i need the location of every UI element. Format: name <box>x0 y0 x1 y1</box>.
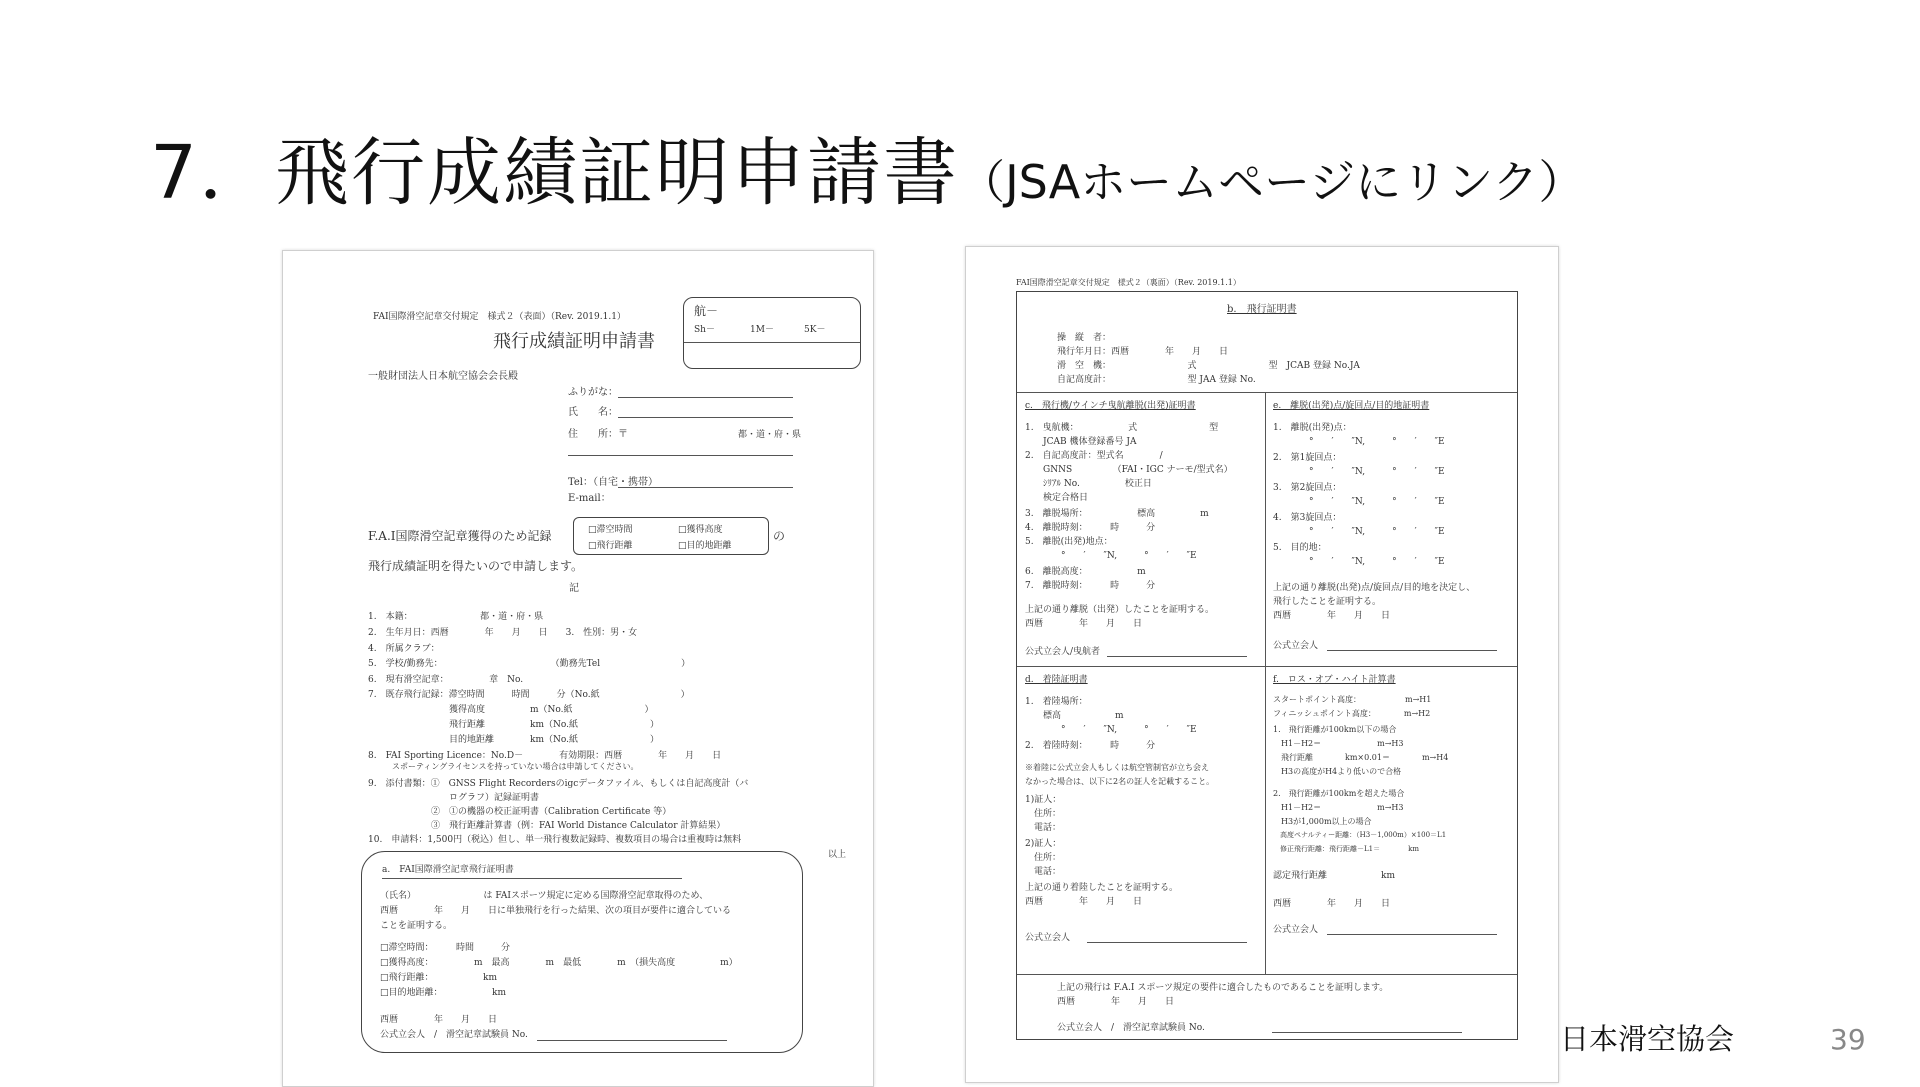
form-frame <box>1016 291 1518 1040</box>
d-line: 西暦 年 月 日 <box>1025 897 1143 907</box>
c-line: JCAB 機体登録番号 JA <box>1025 437 1137 447</box>
organization-footer: 日本滑空協会 <box>1560 1022 1735 1056</box>
c-line: ｼﾘｱﾙ No. 校正日 <box>1025 479 1152 489</box>
f-line: H1－H2＝ m→H3 <box>1273 803 1404 812</box>
e-line: 3. 第2旋回点： <box>1273 483 1342 493</box>
bottom-line: 西暦 年 月 日 <box>1057 997 1175 1007</box>
d-line: なかった場合は、以下に2名の証人を記載すること。 <box>1025 777 1215 786</box>
c-line: 3. 離脱場所： 標高 m <box>1025 509 1209 519</box>
title-sub: （JSAホームページにリンク） <box>959 155 1585 209</box>
d-line: 1. 着陸場所： <box>1025 697 1088 707</box>
name-label: 氏 名： <box>568 407 618 418</box>
c-line: GNNS （FAI・IGC ナーモ/型式名） <box>1025 465 1233 475</box>
box-line: （氏名） は FAIスポーツ規定に定める国際滑空記章取得のため、 <box>380 891 709 901</box>
c-line: 1. 曳航機： 式 型 <box>1025 423 1219 433</box>
e-line: 西暦 年 月 日 <box>1273 611 1391 621</box>
d-line: 2. 着陸時刻： 時 分 <box>1025 741 1156 751</box>
office-use-item: Sh－ <box>694 325 715 335</box>
e-line: ° ′ ″N, ° ′ ″E <box>1273 557 1445 567</box>
form-line: 4. 所属クラブ： <box>368 644 440 654</box>
e-line: 上記の通り離脱(出発)点/旋回点/目的地を決定し、 <box>1273 583 1476 593</box>
f-line: H3の高度がH4より低いので合格 <box>1273 767 1402 776</box>
form-line: 1. 本籍： 都・道・府・県 <box>368 612 544 622</box>
section-b-title: b. 飛行証明書 <box>1227 304 1297 315</box>
e-line: 1. 離脱(出発)点： <box>1273 423 1352 433</box>
form-line: ログラフ）記録証明書 <box>368 793 540 803</box>
form-title: 飛行成績証明申請書 <box>493 331 655 352</box>
box-line: □飛行距離： km <box>380 973 497 983</box>
box-line: 公式立会人 / 滑空記章試験員 No. <box>380 1030 528 1040</box>
slide-title <box>150 120 1584 220</box>
form-header: FAI国際滑空記章交付規定 様式２（裏面）（Rev. 2019.1.1） <box>1016 278 1241 287</box>
form-line: 9. 添付書類：① GNSS Flight Recordersのigcデータファイル、もしくは自記高度計（バ <box>368 779 749 789</box>
office-use-label: 航－ <box>694 304 719 318</box>
d-line: 2)証人： <box>1025 839 1062 849</box>
d-line: 住所： <box>1025 853 1062 863</box>
prefecture-label: 都・道・府・県 <box>738 430 802 440</box>
d-line: 標高 m <box>1025 711 1124 721</box>
d-line: 公式立会人 <box>1025 933 1071 943</box>
purpose-suffix: の <box>773 529 786 543</box>
form-line: ② ①の機器の校正証明書（Calibration Certificate 等） <box>368 807 672 817</box>
e-line: 4. 第3旋回点： <box>1273 513 1342 523</box>
c-line: 2. 自記高度計：型式名 / <box>1025 451 1163 461</box>
b-line: 飛行年月日：西暦 年 月 日 <box>1057 347 1229 357</box>
e-line: 5. 目的地： <box>1273 543 1327 553</box>
c-line: 4. 離脱時刻： 時 分 <box>1025 523 1156 533</box>
e-line: 飛行したことを証明する。 <box>1273 597 1382 607</box>
flight-certificate-box <box>361 851 803 1053</box>
c-line: 5. 離脱(出発)地点： <box>1025 537 1113 547</box>
office-use-item: 1M－ <box>750 325 774 335</box>
form-line: 6. 現有滑空記章： 章 No. <box>368 675 524 685</box>
section-d-title: d. 着陸証明書 <box>1025 675 1088 685</box>
ijo-label: 以上 <box>828 850 847 860</box>
address-label: 住 所：〒 <box>568 429 628 440</box>
purpose-text: F.A.I国際滑空記章獲得のため記録 <box>368 529 552 543</box>
form-line: 2. 生年月日：西暦 年 月 日 3. 性別：男・女 <box>368 628 638 638</box>
box-line: □滞空時間： 時間 分 <box>380 943 511 953</box>
d-line: 住所： <box>1025 809 1062 819</box>
e-line: ° ′ ″N, ° ′ ″E <box>1273 437 1445 447</box>
box-line: ことを証明する。 <box>380 921 453 931</box>
d-line: 上記の通り着陸したことを証明する。 <box>1025 883 1179 893</box>
application-form-back <box>965 246 1559 1083</box>
f-line: H1－H2＝ m→H3 <box>1273 739 1404 748</box>
form-line: 10. 申請料：1,500円（税込）但し、単一飛行複数記録時、複数項目の場合は重複時は無料 <box>368 835 742 845</box>
box-title: a. FAI国際滑空記章飛行証明書 <box>382 865 514 875</box>
section-c-title: c. 飛行機/ウインチ曳航離脱(出発)証明書 <box>1025 401 1196 411</box>
f-line: 高度ペナルティー距離：（H3－1,000m）×100＝L1 <box>1273 831 1447 839</box>
f-line: 認定飛行距離 km <box>1273 871 1395 881</box>
b-line: 操 縦 者： <box>1057 333 1112 343</box>
form-line: 5. 学校/勤務先： （勤務先Tel ） <box>368 659 691 669</box>
f-line: スタートポイント高度： m→H1 <box>1273 695 1432 704</box>
purpose-option: □滞空時間 <box>588 525 633 535</box>
b-line: 自記高度計： 型 JAA 登録 No. <box>1057 375 1256 385</box>
form-line: 7. 既存飛行記録：滞空時間 時間 分（No.紙 ） <box>368 690 690 700</box>
furigana-label: ふりがな： <box>568 387 618 398</box>
office-use-item: 5K－ <box>804 325 826 335</box>
c-line: ° ′ ″N, ° ′ ″E <box>1025 551 1197 561</box>
f-line: フィニッシュポイント高度： m→H2 <box>1273 709 1431 718</box>
d-line: 1)証人： <box>1025 795 1062 805</box>
form-line: スポーティングライセンスを持っていない場合は申請してください。 <box>368 762 639 771</box>
form-line: 目的地距離 km（No.紙 ） <box>368 735 659 745</box>
b-line: 滑 空 機： 式 型 JCAB 登録 No.JA <box>1057 361 1360 371</box>
e-line: 2. 第1旋回点： <box>1273 453 1342 463</box>
form-header: FAI国際滑空記章交付規定 様式２（表面）（Rev. 2019.1.1） <box>373 312 626 322</box>
e-line: ° ′ ″N, ° ′ ″E <box>1273 527 1445 537</box>
email-label: E-mail： <box>568 493 611 504</box>
e-line: 公式立会人 <box>1273 641 1319 651</box>
f-line: 1. 飛行距離が100km以下の場合 <box>1273 725 1397 734</box>
f-line: 西暦 年 月 日 <box>1273 899 1391 909</box>
e-line: ° ′ ″N, ° ′ ″E <box>1273 497 1445 507</box>
form-line: 飛行距離 km（No.紙 ） <box>368 720 659 730</box>
f-line: 公式立会人 <box>1273 925 1319 935</box>
c-line: 西暦 年 月 日 <box>1025 619 1143 629</box>
box-line: □獲得高度： m 最高 m 最低 m （損失高度 m） <box>380 958 738 968</box>
f-line: 2. 飛行距離が100kmを超えた場合 <box>1273 789 1405 798</box>
bottom-line: 上記の飛行は F.A.I スポーツ規定の要件に適合したものであることを証明します。 <box>1057 983 1389 993</box>
e-line: ° ′ ″N, ° ′ ″E <box>1273 467 1445 477</box>
d-line: ° ′ ″N, ° ′ ″E <box>1025 725 1197 735</box>
purpose-option: □目的地距離 <box>678 541 732 551</box>
office-use-box <box>683 297 861 369</box>
purpose-option: □飛行距離 <box>588 541 633 551</box>
request-text: 飛行成績証明を得たいので申請します。 <box>368 559 584 573</box>
c-line: 7. 離脱時刻： 時 分 <box>1025 581 1156 591</box>
d-line: 電話： <box>1025 823 1062 833</box>
f-line: 修正飛行距離：飛行距離－L1＝ km <box>1273 845 1419 853</box>
c-line: 6. 離脱高度： m <box>1025 567 1146 577</box>
ki-label: 記 <box>569 583 579 594</box>
title-main: 7．飛行成績証明申請書 <box>150 130 960 216</box>
box-line: 西暦 年 月 日 <box>380 1015 498 1025</box>
application-form-front <box>282 250 874 1087</box>
d-line: ※着陸に公式立会人もしくは航空管制官が立ち会え <box>1025 763 1209 772</box>
c-line: 上記の通り離脱（出発）したことを証明する。 <box>1025 605 1215 615</box>
form-line: 8. FAI Sporting Licence：No.D－ 有効期限：西暦 年 月 日 <box>368 751 722 761</box>
bottom-line: 公式立会人 / 滑空記章試験員 No. <box>1057 1023 1205 1033</box>
form-line: ③ 飛行距離計算書（例：FAI World Distance Calculator 計算結果） <box>368 821 726 831</box>
purpose-options-box <box>573 517 769 555</box>
c-line: 検定合格日 <box>1025 493 1089 503</box>
page-number: 39 <box>1830 1023 1866 1056</box>
addressee: 一般財団法人日本航空協会会長殿 <box>368 371 518 382</box>
tel-label: Tel：（自宅・携帯） <box>568 477 659 488</box>
c-line: 公式立会人/曳航者 <box>1025 647 1101 657</box>
box-line: 西暦 年 月 日に単独飛行を行った結果、次の項目が要件に適合している <box>380 906 732 916</box>
f-line: H3が1,000m以上の場合 <box>1273 817 1372 826</box>
box-line: □目的地距離： km <box>380 988 506 998</box>
d-line: 電話： <box>1025 867 1062 877</box>
section-e-title: e. 離脱(出発)点/旋回点/目的地証明書 <box>1273 401 1430 411</box>
form-line: 獲得高度 m（No.紙 ） <box>368 705 654 715</box>
f-line: 飛行距離 km×0.01＝ m→H4 <box>1273 753 1449 762</box>
purpose-option: □獲得高度 <box>678 525 723 535</box>
section-f-title: f. ロス・オブ・ハイト計算書 <box>1273 675 1396 685</box>
